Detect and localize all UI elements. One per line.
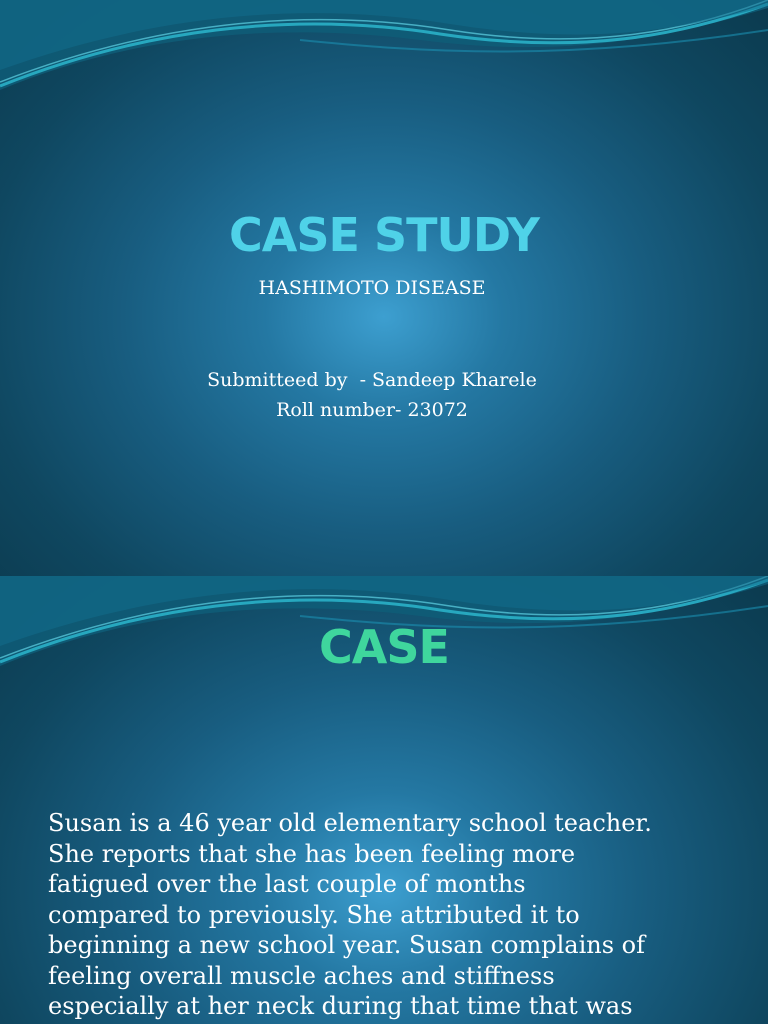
case-line: beginning a new school year. Susan complains of bbox=[48, 931, 646, 959]
case-body-text bbox=[48, 808, 718, 1022]
case-heading: CASE bbox=[319, 620, 449, 674]
roll-number-line: Roll number- 23072 bbox=[276, 399, 468, 421]
case-slide bbox=[0, 576, 768, 1024]
case-line: Susan is a 46 year old elementary school teacher. bbox=[48, 809, 652, 837]
case-line: compared to previously. She attributed it to bbox=[48, 900, 580, 929]
slide-title: CASE STUDY bbox=[229, 208, 539, 262]
wave-decoration bbox=[0, 0, 768, 110]
slide-subtitle: HASHIMOTO DISEASE bbox=[258, 277, 486, 299]
credits-block bbox=[0, 365, 744, 425]
case-line: feeling overall muscle aches and stiffness bbox=[48, 961, 555, 990]
case-line: fatigued over the last couple of months bbox=[48, 870, 526, 898]
submitted-by-line: Submitteed by - Sandeep Kharele bbox=[207, 369, 537, 391]
case-line: She reports that she has been feeling more bbox=[48, 839, 576, 868]
case-line: especially at her neck during that time that was bbox=[48, 992, 633, 1020]
